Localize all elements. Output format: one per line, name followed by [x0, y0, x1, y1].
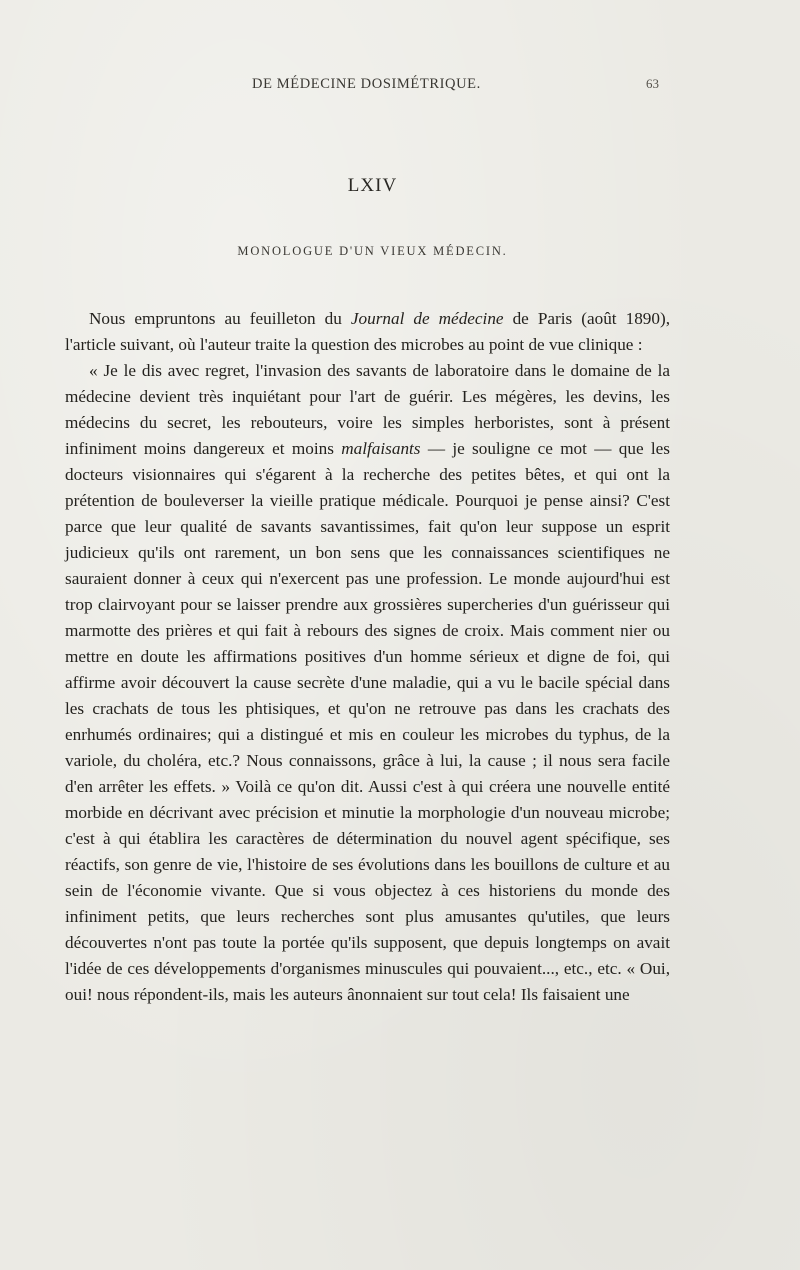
- paragraph-quote-text-1: « Je le dis avec regret, l'invasion des savants de laboratoire dans le domaine de la médecine devient très inquiétant pour l'art de guérir. Les mégères, les devins, les médecins du secret, les rebouteurs, voire les simples herboristes, sont à présent infiniment moins dangereux et moins: [65, 361, 670, 458]
- paragraph-intro-text-1: Nous empruntons au feuilleton du: [89, 309, 351, 328]
- body-text: [65, 306, 670, 1008]
- emphasized-word: malfaisants: [341, 439, 421, 458]
- paragraph-quote: [65, 358, 670, 1008]
- paragraph-intro-text-2: de Paris (août 1890), l'article suivant, où l'auteur traite la question des microbes au point de vue clinique :: [65, 309, 670, 354]
- running-head: [0, 76, 800, 98]
- running-title: DE MÉDECINE DOSIMÉTRIQUE.: [252, 76, 481, 92]
- page-number: 63: [646, 76, 659, 91]
- chapter-number: LXIV: [347, 175, 398, 196]
- paragraph-intro: [65, 306, 670, 358]
- journal-title: Journal de médecine: [350, 309, 504, 328]
- paragraph-quote-text-2: — je souligne ce mot — que les docteurs visionnaires qui s'égarent à la recherche des petites bêtes, et qui ont la prétention de bouleverser la vieille pratique médicale. Pourquoi je pense ainsi? C'est parce que leur qualité de savants savantissimes, fait qu'on leur suppose un esprit judicieux qu'ils ont rarement, un bon sens que les connaissances scientifiques ne sauraient donner à ceux qui n'exercent pas une profession. Le monde aujourd'hui est trop clairvoyant pour se laisser prendre aux grossières supercheries d'un guérisseur qui marmotte des prières et qui fait à rebours des signes de croix. Mais comment nier ou mettre en doute les affirmations positives d'un homme sérieux et digne de foi, qui affirme avoir découvert la cause secrète d'une maladie, qui a vu le bacile spécial dans les crachats de tous les phtisiques, et qu'on ne retrouve pas dans les crachats des enrhumés ordinaires; qui a distingué et mis en couleur les microbes du typhus, de la variole, du choléra, etc.? Nous connaissons, grâce à lui, la cause ; il nous sera facile d'en arrêter les effets. » Voilà ce qu'on dit. Aussi c'est à qui créera une nouvelle entité morbide en décrivant avec précision et minutie la morphologie d'un nouveau microbe; c'est à qui établira les caractères de détermination du nouvel agent spécifique, ses réactifs, son genre de vie, l'histoire de ses évolutions dans les bouillons de culture et au sein de l'économie vivante. Que si vous objectez à ces historiens du monde des infiniment petits, que leurs recherches sont plus amusantes qu'utiles, que leurs découvertes n'ont pas toute la portée qu'ils supposent, que depuis longtemps on avait l'idée de ces développements d'organismes minuscules qui pouvaient..., etc., etc. « Oui, oui! nous répondent-ils, mais les auteurs ânonnaient sur tout cela! Ils faisaient une: [65, 439, 670, 1004]
- chapter-title: MONOLOGUE D'UN VIEUX MÉDECIN.: [237, 244, 508, 258]
